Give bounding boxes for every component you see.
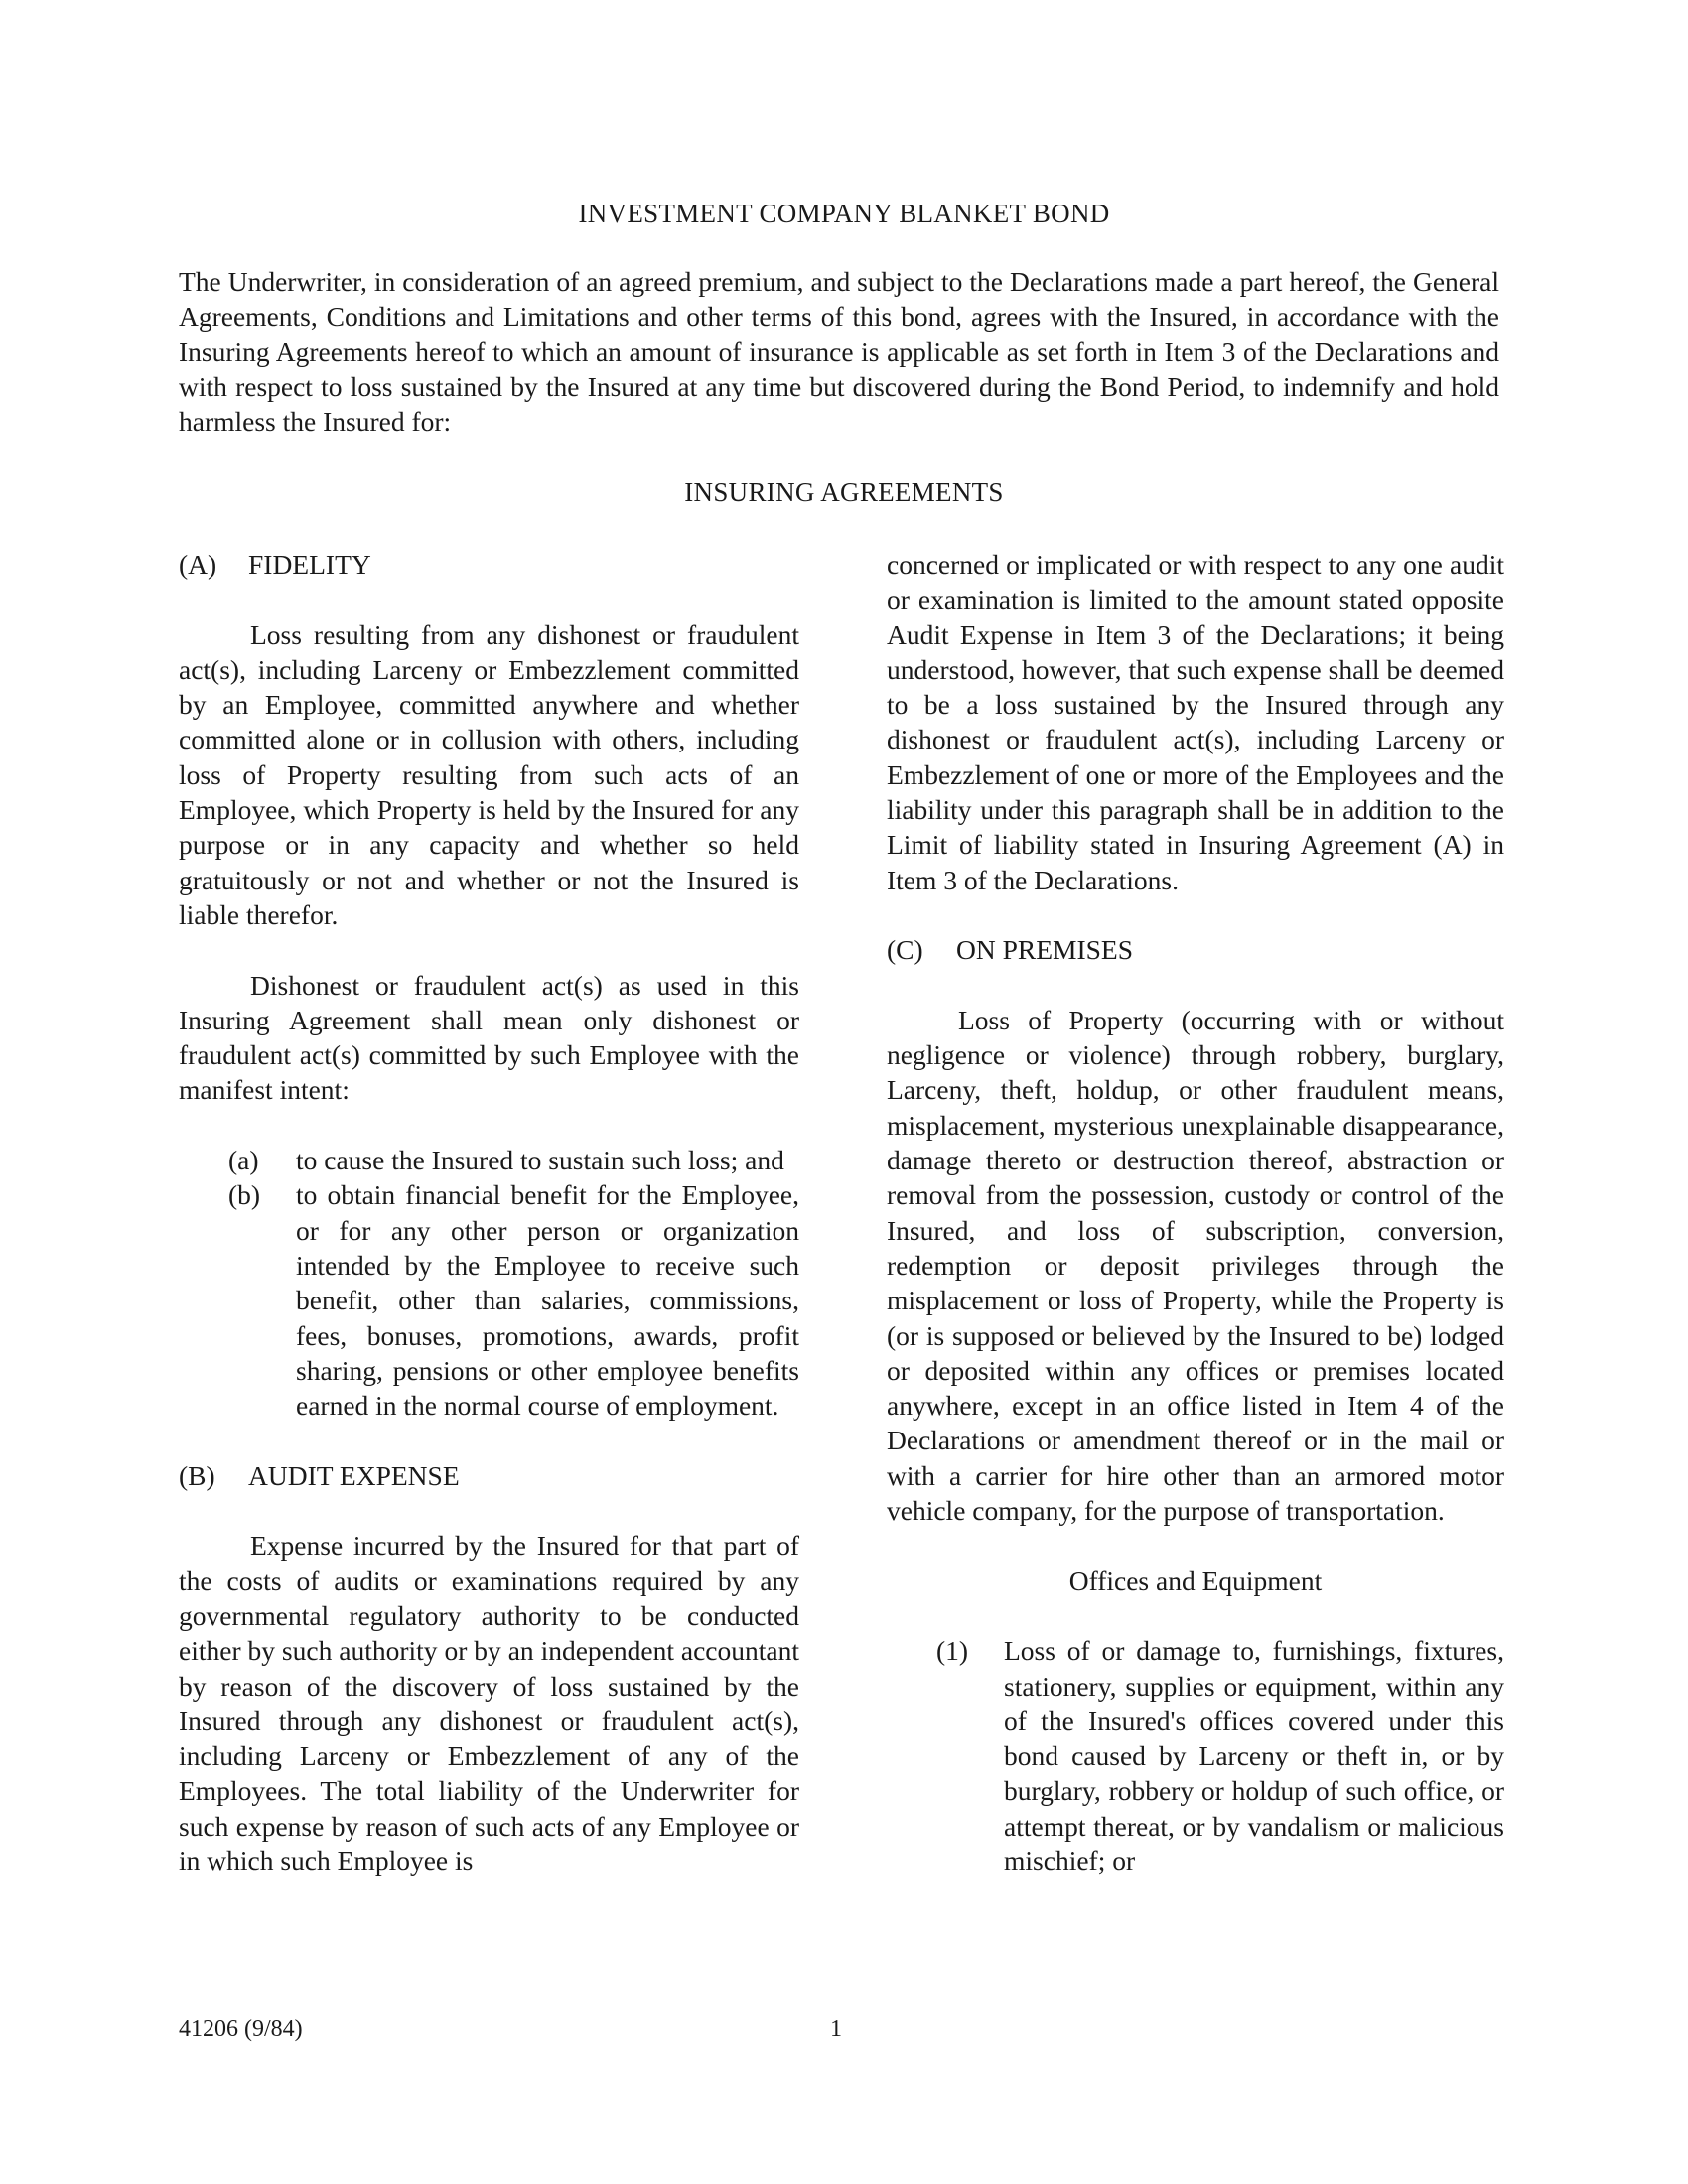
list-item xyxy=(179,1143,799,1177)
heading-title: ON PREMISES xyxy=(956,934,1134,966)
audit-expense-paragraph: Expense incurred by the Insured for that part of the costs of audits or examinations required by any governmental regulatory authority to be conducted either by such authority or by an independent accountant by reason of the discovery of loss sustained by the Insured through any dishonest or fraudulent act(s), including Larceny or Embezzlement of any of the Employees. The total liability of the Underwriter for such expense by reason of such acts of any Employee or in which such Employee is xyxy=(179,1530,799,1876)
offices-list xyxy=(887,1633,1504,1878)
form-code: 41206 (9/84) xyxy=(179,2016,303,2042)
list-text: to cause the Insured to sustain such loss; and xyxy=(296,1145,784,1176)
heading-title: FIDELITY xyxy=(248,549,371,580)
fidelity-paragraph-2: Dishonest or fraudulent act(s) as used in this Insuring Agreement shall mean only dishonest or fraudulent act(s) committed by such Employee with the manifest intent: xyxy=(179,969,799,1106)
document-title: INVESTMENT COMPANY BLANKET BOND xyxy=(578,199,1110,228)
heading-fidelity xyxy=(179,547,799,582)
heading-audit-expense xyxy=(179,1458,799,1493)
list-text: Loss of or damage to, furnishings, fixtures, stationery, supplies or equipment, within any of the Insured's offices covered under this bond caused by Larceny or theft in, or by burglary, robbery or holdup of such office, or attempt thereat, or by vandalism or malicious mischief; or xyxy=(1004,1635,1504,1876)
heading-on-premises xyxy=(887,932,1504,967)
list-marker: (1) xyxy=(936,1635,969,1667)
page-number: 1 xyxy=(830,2016,842,2042)
intent-list xyxy=(179,1143,799,1423)
list-marker: (a) xyxy=(228,1145,259,1176)
list-marker: (b) xyxy=(228,1179,261,1211)
heading-letter: (C) xyxy=(887,934,923,966)
list-text: to obtain financial benefit for the Employee, or for any other person or organization intended by the Employee to receive such benefit, other than salaries, commissions, fees, bonuses, promotions, awards, profit sharing, pensions or other employee benefits earned in the normal course of employment. xyxy=(296,1179,799,1422)
subheading-offices-equipment: Offices and Equipment xyxy=(1068,1565,1323,1596)
audit-expense-continuation: concerned or implicated or with respect to any one audit or examination is limited to the amount stated opposite Audit Expense in Item 3 of the Declarations; it being understood, however, that such expense shall be deemed to be a loss sustained by the Insured through any dishonest or fraudulent act(s), including Larceny or Embezzlement of one or more of the Employees and the liability under this paragraph shall be in addition to the Limit of liability stated in Insuring Agreement (A) in Item 3 of the Declarations. xyxy=(887,549,1504,895)
heading-letter: (A) xyxy=(179,549,217,580)
list-item xyxy=(179,1177,799,1423)
left-column xyxy=(179,547,799,1878)
heading-letter: (B) xyxy=(179,1459,215,1491)
fidelity-paragraph-1: Loss resulting from any dishonest or fraudulent act(s), including Larceny or Embezzlement committed by an Employee, committed anywhere and whether committed alone or in collusion with others, including loss of Property resulting from such acts of an Employee, which Property is held by the Insured for any purpose or in any capacity and whether so held gratuitously or not and whether or not the Insured is liable therefor. xyxy=(179,618,799,930)
list-item xyxy=(887,1633,1504,1878)
on-premises-paragraph: Loss of Property (occurring with or without negligence or violence) through robbery, burglary, Larceny, theft, holdup, or other fraudulent means, misplacement, mysterious unexplainable disappearance, damage thereto or destruction thereof, abstraction or removal from the possession, custody or control of the Insured, and loss of subscription, conversion, redemption or deposit privileges through the misplacement or loss of Property, while the Property is (or is supposed or believed by the Insured to be) lodged or deposited within any offices or premises located anywhere, except in an office listed in Item 4 of the Declarations or amendment thereof or in the mail or with a carrier for hire other than an armored motor vehicle company, for the purpose of transportation. xyxy=(887,1004,1504,1527)
section-title: INSURING AGREEMENTS xyxy=(684,478,1004,507)
right-column xyxy=(887,547,1504,1878)
heading-title: AUDIT EXPENSE xyxy=(248,1459,460,1491)
preamble-paragraph: The Underwriter, in consideration of an agreed premium, and subject to the Declarations made a part hereof, the General Agreements, Conditions and Limitations and other terms of this bond, agrees with the Insured, in accordance with the Insuring Agreements hereof to which an amount of insurance is applicable as set forth in Item 3 of the Declarations and with respect to loss sustained by the Insured at any time but discovered during the Bond Period, to indemnify and hold harmless the Insured for: xyxy=(179,266,1499,438)
